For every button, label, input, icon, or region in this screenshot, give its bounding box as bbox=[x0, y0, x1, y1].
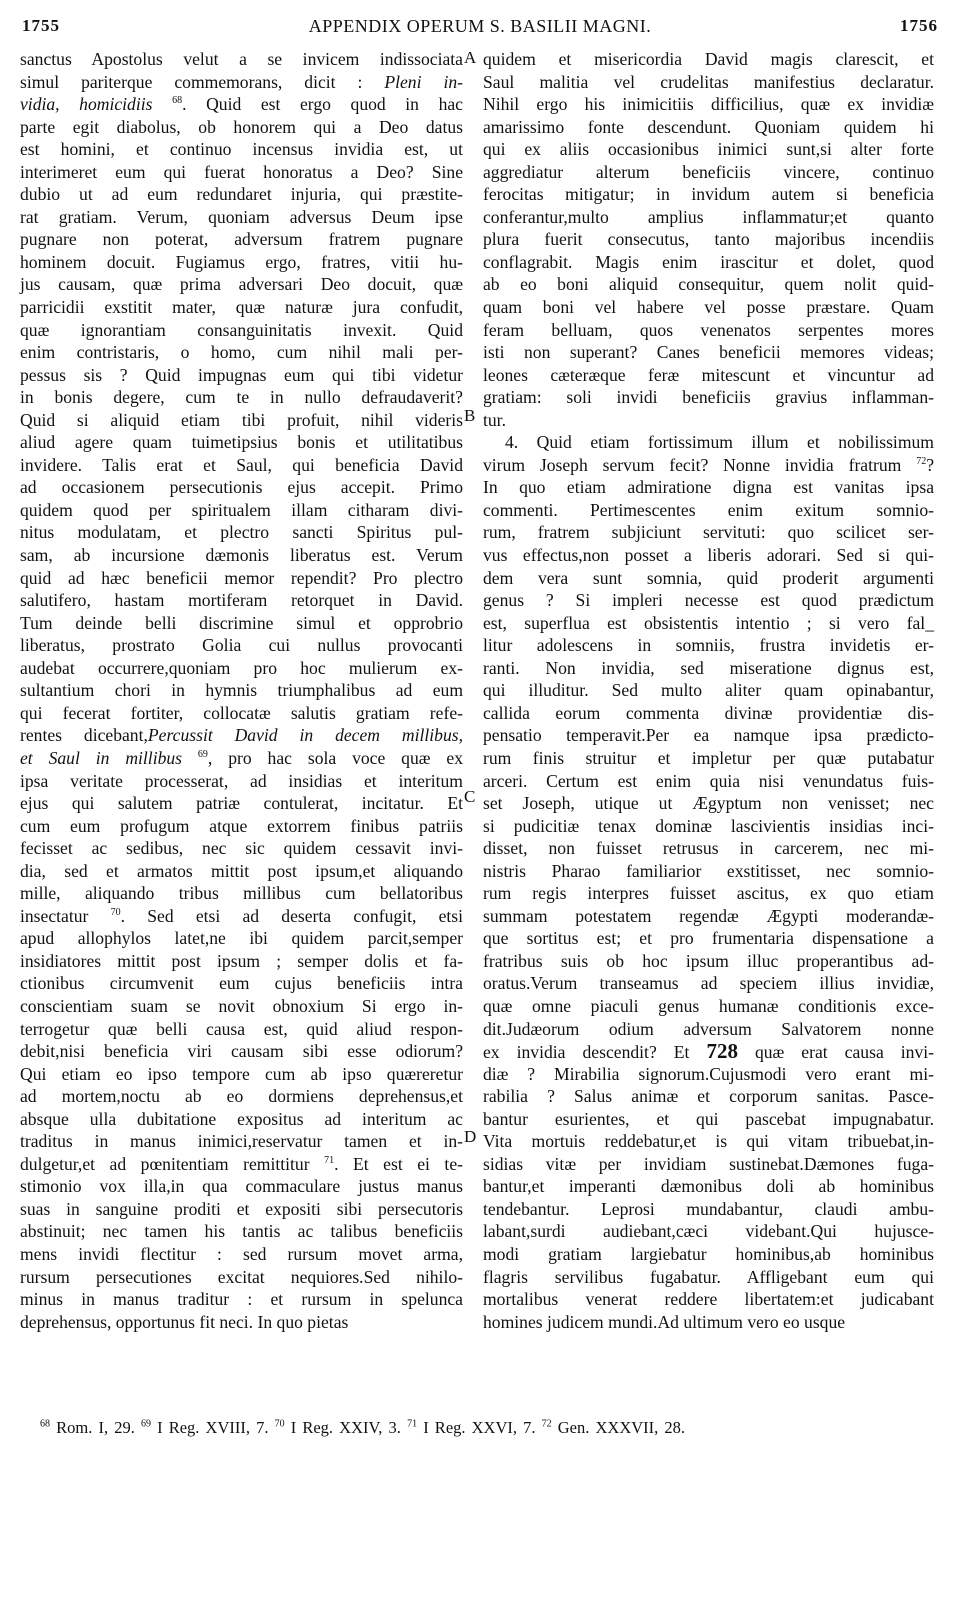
right-column-line: Nihil ergo his inimicitiis difficilius, quæ ex invidiæ bbox=[483, 94, 934, 115]
right-column-line: homines judicem mundi.Ad ultimum vero eo usque bbox=[483, 1311, 846, 1332]
right-column-line: leones cæteræque feræ mitescunt et vincuntur ad bbox=[483, 364, 934, 385]
right-column-line: bantur,et imperanti dæmonibus doli ab hominibus bbox=[483, 1176, 934, 1197]
right-column-line: ranti. Non invidia, sed miseratione dignus est, bbox=[483, 657, 934, 678]
left-column-line: interimeret eum qui fuerat honoratus a Deo? Sine bbox=[20, 161, 463, 182]
right-column-line: plura fuerit consecutus, tanto majoribus incendiis bbox=[483, 229, 934, 250]
left-column-line: terrogetur quæ belli causa est, quid aliud respon- bbox=[20, 1018, 463, 1039]
left-column-line: dubio ut ad eum redundaret injuria, qui præstite- bbox=[20, 184, 463, 205]
footnote-71: $^{71}$ I Reg. XXVI, 7. bbox=[407, 1418, 542, 1437]
left-column-line: traditus in manus inimici,reservatur tamen et in- bbox=[20, 1131, 463, 1152]
left-column-line: rursum persecutiones excitat nequiores.Sed nihilo- bbox=[20, 1266, 463, 1287]
right-column-line: disset, non fuisset retrusus in carcerem, nec mi- bbox=[483, 838, 934, 859]
right-column-line: commenti. Pertimescentes enim exitum somnio- bbox=[483, 499, 934, 520]
right-column-line: qui ex aliis occasionibus inimici sunt,si alter forte bbox=[483, 139, 934, 160]
left-column-line: salutifero, hastam mortiferam retorquet in David. bbox=[20, 590, 463, 611]
right-column-line: qui illuditur. Sed multo aliter quam opinabantur, bbox=[483, 680, 934, 701]
left-column-line: qui fecerat fortiter, collocatæ salutis gratiam refe- bbox=[20, 702, 463, 723]
left-column-line: dia, sed et armatos mittit post ipsum,et aliquando bbox=[20, 860, 463, 881]
right-column-line: callida eorum commenta divinæ providentiæ dis- bbox=[483, 702, 934, 723]
left-column-line: sam, ab incursione dæmonis liberatus est. Verum bbox=[20, 545, 463, 566]
right-column-line: rum, fratrem subjiciunt servituti: quo scilicet ser- bbox=[483, 522, 934, 543]
margin-marker-b: B bbox=[464, 406, 476, 425]
left-column-number: 1755 bbox=[22, 16, 60, 35]
right-column-line: litur adolescens in somniis, frustra invidetis er- bbox=[483, 635, 934, 656]
left-column-line: in bonis degere, cum te in nullo defraudaverit? bbox=[20, 387, 463, 408]
right-column-line: feram belluam, quos venenatos serpentes mores bbox=[483, 319, 934, 340]
left-column-line: abstinuit; nec tamen his tantis ac talibus beneficiis bbox=[20, 1221, 463, 1242]
left-column-line: cum eum profugum atque extorrem finibus patriis bbox=[20, 815, 463, 836]
right-column-line: flagris servilibus fugabatur. Affligebant eum qui bbox=[483, 1266, 934, 1287]
right-column-line: bantur esurientes, et qui pascebat impugnabatur. bbox=[483, 1108, 934, 1129]
right-column-line: ab eo boni aliquid consequitur, quem nolit quid- bbox=[483, 274, 934, 295]
right-column-line: dem vera sunt somnia, quid proderit argumenti bbox=[483, 567, 934, 588]
right-column-line: que sortitus est; et pro frumentaria dispensatione a bbox=[483, 928, 934, 949]
left-column-line: aliud agere quam tuimetipsius bonis et utilitatibus bbox=[20, 432, 463, 453]
right-column-line: rum regis interpres fuisset ascitus, ex quo etiam bbox=[483, 883, 934, 904]
right-column-line: conferantur,multo amplius inflammatur;et quanto bbox=[483, 206, 934, 227]
right-column-line: genus ? Si impleri necesse est quod prædictum bbox=[483, 590, 934, 611]
left-column-line: apud allophylos latet,ne ibi quidem parcit,semper bbox=[20, 928, 463, 949]
right-column-line: modi gratiam largiebatur hominibus,ab hominibus bbox=[483, 1243, 934, 1264]
left-column-line: jus causam, quæ prima adversari Deo docuit, quæ bbox=[20, 274, 463, 295]
left-column-line: ipsa veritate processerat, ad insidias et interitum bbox=[20, 770, 463, 791]
left-column-line: parricidii exstitit mater, quæ naturæ jura confudit, bbox=[20, 297, 463, 318]
right-column-line: fratribus suis ob hoc ipsum illuc properantibus ad- bbox=[483, 950, 934, 971]
right-column-line: nistris Pharao familiarior exstitisset, nec somnio- bbox=[483, 860, 934, 881]
left-column-line: debit,nisi beneficia viri causam sibi esse odiorum? bbox=[20, 1041, 463, 1062]
right-column-line: vus effectus,non posset a liberis adorari. Sed si qui- bbox=[483, 545, 934, 566]
left-column-line: audebat occurrere,quoniam pro hoc mulierum ex- bbox=[20, 657, 463, 678]
left-column-line: insidiatores mittit post ipsum ; semper dolis et fa- bbox=[20, 950, 463, 971]
left-column-line: pessus sis ? Quid impugnas eum qui tibi videtur bbox=[20, 364, 463, 385]
right-column-line: 4. Quid etiam fortissimum illum et nobilissimum bbox=[505, 432, 934, 453]
left-column-line: conscientiam suam se novit obnoxium Si ergo in- bbox=[20, 995, 463, 1016]
right-column-line: tur. bbox=[483, 409, 506, 430]
right-column-line: arceri. Certum est enim quia nisi venundatus fuis- bbox=[483, 770, 934, 791]
right-column-line: amarissimo fonte descendunt. Quoniam quidem hi bbox=[483, 116, 934, 137]
page-header bbox=[22, 12, 938, 38]
left-column-line: sultantium chori in hymnis triumphalibus ad eum bbox=[20, 680, 463, 701]
footnote-69: $^{69}$ I Reg. XVIII, 7. bbox=[140, 1418, 275, 1437]
left-column-line: absque ulla dubitatione expositus ad interitum ac bbox=[20, 1108, 463, 1129]
left-column-line: suas in sanguine proditi et expositi sibi persecutoris bbox=[20, 1198, 463, 1219]
right-column-line: isti non superant? Canes beneficii memores videas; bbox=[483, 342, 934, 363]
left-column-line: hominem docuit. Fugiamus ergo, fratres, vitii hu- bbox=[20, 251, 463, 272]
left-column-line: ejus qui salutem patriæ contulerat, incitatur. Et bbox=[20, 793, 463, 814]
left-column-line: enim contristaris, o homo, cum nihil mali per- bbox=[20, 342, 463, 363]
right-column-line: virum Joseph servum fecit? Nonne invidia fratrum $^{72}$? bbox=[483, 454, 934, 475]
right-column-number: 1756 bbox=[900, 16, 938, 35]
right-column-line: labant,surdi audiebant,cæci videbant.Qui hujusce- bbox=[483, 1221, 934, 1242]
left-text-column bbox=[20, 48, 463, 1333]
right-column-line: summam potestatem regendæ Ægypti moderandæ- bbox=[483, 905, 934, 926]
left-column-line: Qui etiam eo ipso tempore cum ab ipso quæreretur bbox=[20, 1063, 463, 1084]
left-column-line: invidere. Talis erat et Saul, qui beneficia David bbox=[20, 454, 463, 475]
footnote-72: $^{72}$ Gen. XXXVII, 28. bbox=[541, 1418, 686, 1437]
left-column-line: quid ad hæc beneficii memor rependit? Pro plectro bbox=[20, 567, 463, 588]
left-column-line: et Saul in millibus $^{69}$, pro hac sola voce quæ ex bbox=[20, 747, 463, 768]
right-column-line: mortalibus venerat reddere libertatem:et judicabant bbox=[483, 1289, 934, 1310]
left-column-line: ad mortem,noctu ab eo dormiens deprehensus,et bbox=[20, 1086, 463, 1107]
left-column-line: Quid si aliquid etiam tibi profuit, nihil videris bbox=[20, 409, 463, 430]
right-column-line: oratus.Verum transeamus ad speciem illius invidiæ, bbox=[483, 973, 934, 994]
right-column-line: rum finis struitur et impletur per quæ putabatur bbox=[483, 747, 934, 768]
right-column-line: ex invidia descendit? Et 728 quæ erat causa invi- bbox=[483, 1039, 935, 1064]
left-column-line: fecisset ac sedibus, nec sic quidem cessavit invi- bbox=[20, 838, 463, 859]
left-column-line: mens invidi flectitur : sed rursum movet arma, bbox=[20, 1243, 463, 1264]
right-column-line: ferocitas mitigatur; in invidum autem si beneficia bbox=[483, 184, 934, 205]
left-column-line: sanctus Apostolus velut a se invicem indissociata bbox=[20, 49, 463, 69]
right-column-line: conflagrabit. Magis enim irascitur et dolet, quod bbox=[483, 251, 934, 272]
left-column-line: rat gratiam. Verum, quoniam adversus Deum ipse bbox=[20, 206, 463, 227]
right-column-line: dit.Judæorum odium adversum Salvatorem nonne bbox=[483, 1018, 934, 1039]
right-column-line: quam boni vel habere vel posse præstare. Quam bbox=[483, 297, 934, 318]
left-column-line: liberatus, prostrato Golia cui nullus provocanti bbox=[20, 635, 463, 656]
left-column-line: dulgetur,et ad pœnitentiam remittitur $^{71}$. Et est ei te- bbox=[20, 1153, 463, 1174]
right-column-line: Saul malitia vel crudelitas manifestius declaratur. bbox=[483, 71, 934, 92]
left-column-line: quæ ignorantiam consanguinitatis invexit. Quid bbox=[20, 319, 463, 340]
right-column-line: tendebantur. Leprosi mundabantur, claudi ambu- bbox=[483, 1198, 934, 1219]
page-title: APPENDIX OPERUM S. BASILII MAGNI. bbox=[308, 16, 652, 36]
left-column-line: pugnare non poterat, adversum fratrem pugnare bbox=[20, 229, 463, 250]
left-column-line: rentes dicebant,Percussit David in decem millibus, bbox=[20, 725, 463, 746]
left-column-line: stimonio vox illa,in qua commaculare justus manus bbox=[20, 1176, 463, 1197]
right-column-line: In quo etiam admiratione digna est vanitas ipsa bbox=[483, 477, 934, 498]
left-column-line: vidia, homicidiis $^{68}$. Quid est ergo quod in hac bbox=[20, 94, 463, 115]
right-column-line: si pudicitiæ tenax dominæ lascivientis insidias inci- bbox=[483, 815, 934, 836]
left-column-line: nitus modulatam, et plectro sancti Spiritus pul- bbox=[20, 522, 463, 543]
right-column-line: aggrediatur alterum beneficiis vincere, continuo bbox=[483, 161, 934, 182]
right-column-line: est, superflua est obsistentis intentio ; si vero fal_ bbox=[483, 612, 934, 633]
right-column-line: rabilia ? Salus animæ et corporum sanitas. Pasce- bbox=[483, 1086, 934, 1107]
right-text-column bbox=[483, 48, 934, 1333]
left-column-line: parte egit diabolus, ob honorem qui a Deo datus bbox=[20, 116, 463, 137]
margin-marker-a: A bbox=[464, 48, 477, 67]
right-column-line: gratiam: soli invidi beneficiis gravius inflamman- bbox=[483, 387, 934, 408]
right-column-line: diæ ? Mirabilia signorum.Cujusmodi vero erant mi- bbox=[483, 1063, 934, 1084]
left-column-line: minus in manus traditur : et rursum in spelunca bbox=[20, 1289, 463, 1310]
left-column-line: simul pariterque commemorans, dicit : Pleni in- bbox=[20, 71, 463, 92]
footnotes bbox=[40, 1418, 920, 1438]
left-column-line: est homini, et continuo incensus invidia est, ut bbox=[20, 139, 463, 160]
left-column-line: Tum deinde belli discrimine simul et opprobrio bbox=[20, 612, 463, 633]
right-column-line: quæ omne piaculi genus humanæ conditionis exce- bbox=[483, 995, 934, 1016]
right-column-line: set Joseph, utique ut Ægyptum non venisset; nec bbox=[483, 793, 934, 814]
right-column-line: sidias vitæ per invidiam sustinebat.Dæmones fuga- bbox=[483, 1153, 934, 1174]
margin-marker-c: C bbox=[464, 787, 476, 806]
right-column-line: quidem et misericordia David magis clarescit, et bbox=[483, 49, 934, 69]
left-column-line: insectatur $^{70}$. Sed etsi ad deserta confugit, etsi bbox=[20, 905, 463, 926]
left-column-line: quidem quod per spiritualem illam citharam divi- bbox=[20, 499, 463, 520]
footnote-70: $^{70}$ I Reg. XXIV, 3. bbox=[274, 1418, 408, 1437]
margin-marker-d: D bbox=[464, 1127, 477, 1146]
left-column-line: ctionibus circumvenit eum cujus beneficiis intra bbox=[20, 973, 463, 994]
right-column-line: pensatio temperavit.Per ea namque ipsa prædicto- bbox=[483, 725, 934, 746]
left-column-line: mille, aliquando tribus millibus cum bellatoribus bbox=[20, 883, 463, 904]
footnote-68: $^{68}$ Rom. I, 29. bbox=[40, 1418, 141, 1437]
left-column-line: deprehensus, opportunus fit neci. In quo pietas bbox=[20, 1311, 349, 1332]
right-column-line: Vita mortuis reddebatur,et is qui vitam tribuebat,in- bbox=[483, 1131, 934, 1152]
left-column-line: ad occasionem persecutionis ejus accepit. Primo bbox=[20, 477, 463, 498]
